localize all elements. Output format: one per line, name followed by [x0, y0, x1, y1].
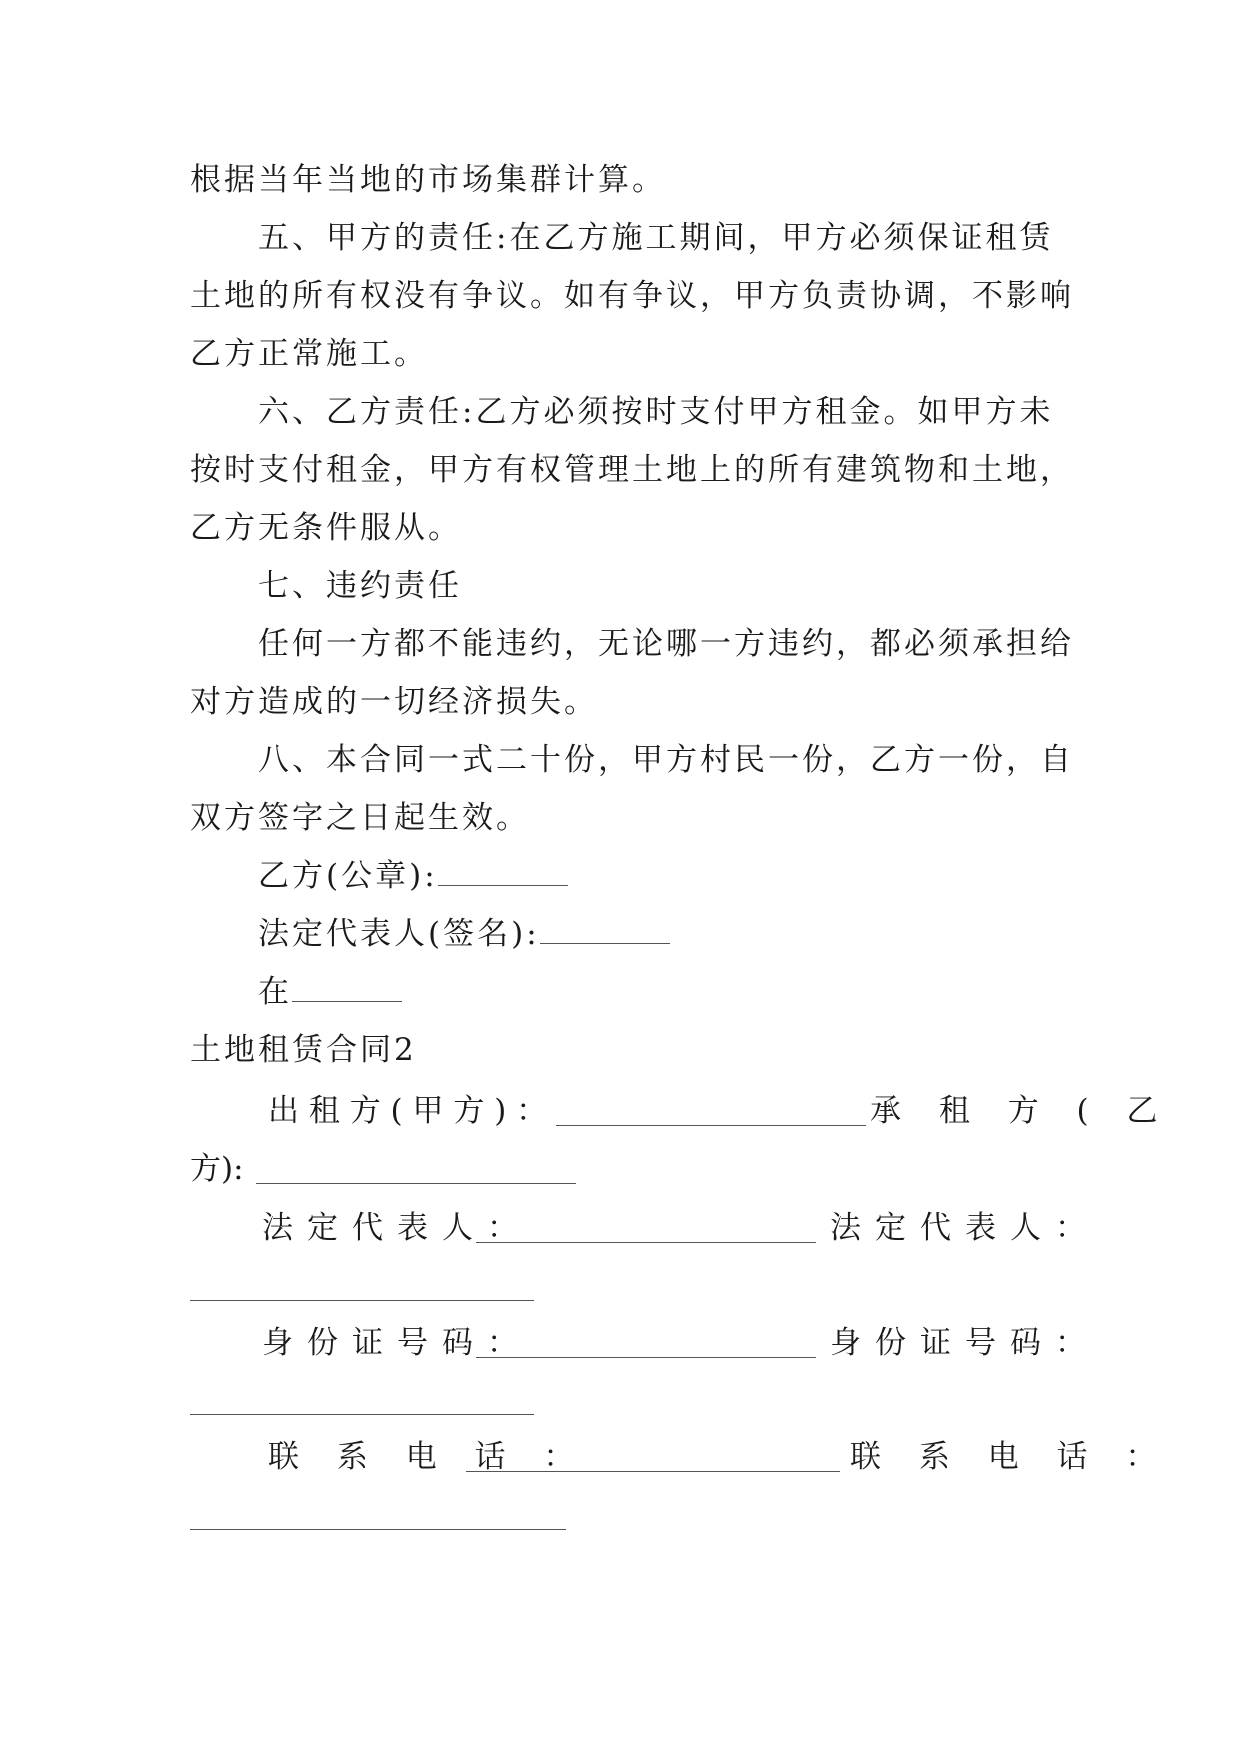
phone-label-b: 联 系 电 话 ： [850, 1439, 1171, 1475]
signature-representative-blank [540, 915, 670, 944]
phone-label-a: 联 系 电 话 ： [268, 1439, 589, 1475]
signature-representative [258, 914, 670, 954]
lessee-blank [256, 1183, 576, 1184]
clause-6-line-1: 六、乙方责任:乙方必须按时支付甲方租金。如甲方未 [258, 394, 1054, 430]
clause-7-title: 七、违约责任 [258, 568, 462, 604]
clause-5-line-1: 五、甲方的责任:在乙方施工期间，甲方必须保证租赁 [258, 220, 1054, 256]
signature-at-label: 在 [258, 974, 292, 1010]
representative-blank-a [476, 1242, 816, 1243]
contract-2-title: 土地租赁合同2 [190, 1032, 417, 1068]
clause-5-line-2: 土地的所有权没有争议。如有争议，甲方负责协调，不影响 [190, 278, 1074, 314]
signature-party-b-label: 乙方(公章): [258, 858, 438, 894]
lessee-label: 承 租 方 ( 乙 [870, 1093, 1172, 1129]
id-number-blank-b [190, 1414, 534, 1415]
clause-5-line-3: 乙方正常施工。 [190, 336, 428, 372]
signature-at [258, 972, 402, 1012]
signature-party-b [258, 856, 568, 896]
representative-label-b: 法定代表人： [830, 1210, 1100, 1246]
signature-party-b-blank [438, 857, 568, 886]
id-number-label-a: 身份证号码： [262, 1325, 532, 1361]
clause-7-line-1: 任何一方都不能违约，无论哪一方违约，都必须承担给 [258, 626, 1074, 662]
id-number-label-b: 身份证号码： [830, 1325, 1100, 1361]
lessee-label-cont: 方): [190, 1151, 244, 1187]
clause-8-line-2: 双方签字之日起生效。 [190, 800, 530, 836]
phone-blank-a [466, 1471, 840, 1472]
paragraph-line: 根据当年当地的市场集群计算。 [190, 162, 666, 198]
signature-representative-label: 法定代表人(签名): [258, 916, 540, 952]
clause-7-line-2: 对方造成的一切经济损失。 [190, 684, 598, 720]
clause-6-line-3: 乙方无条件服从。 [190, 510, 462, 546]
clause-8-line-1: 八、本合同一式二十份，甲方村民一份，乙方一份，自 [258, 742, 1074, 778]
lessor-blank [556, 1125, 866, 1126]
representative-label-a: 法定代表人： [262, 1210, 532, 1246]
phone-blank-b [190, 1529, 566, 1530]
signature-at-blank [292, 973, 402, 1002]
id-number-blank-a [476, 1357, 816, 1358]
lessor-label: 出 租 方 ( 甲 方 ) ： [268, 1093, 548, 1129]
clause-6-line-2: 按时支付租金，甲方有权管理土地上的所有建筑物和土地， [190, 452, 1074, 488]
representative-blank-b [190, 1300, 534, 1301]
